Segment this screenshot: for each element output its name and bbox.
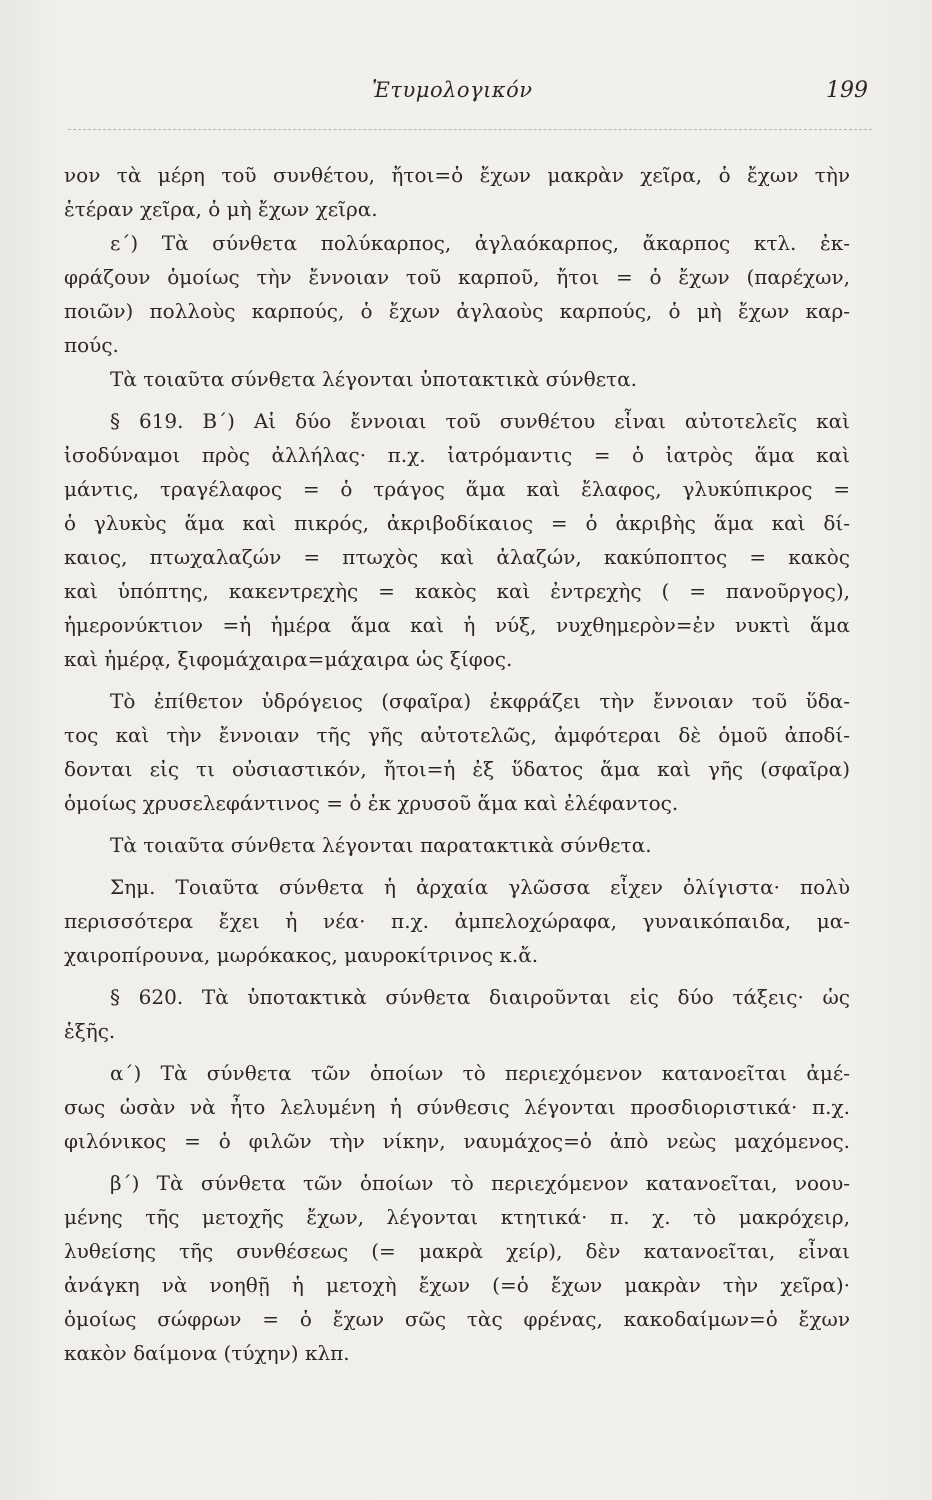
text-line: καιος, πτωχαλαζών = πτωχὸς καὶ ἀλαζών, κακύποπτος = κακὸς	[64, 545, 850, 569]
text-line: ἑξῆς.	[64, 1019, 116, 1043]
text-line: φιλόνικος = ὁ φιλῶν τὴν νίκην, ναυμάχος=ὁ ἀπὸ νεὼς μαχόμενος.	[64, 1129, 850, 1153]
text-line: § 620. Τὰ ὑποτακτικὰ σύνθετα διαιροῦνται εἰς δύο τάξεις· ὡς	[110, 985, 850, 1009]
text-line: Σημ. Τοιαῦτα σύνθετα ἡ ἀρχαία γλῶσσα εἶχεν ὀλίγιστα· πολὺ	[110, 875, 850, 899]
text-line: Τὰ τοιαῦτα σύνθετα λέγονται ὑποτακτικὰ σύνθετα.	[110, 367, 637, 391]
text-line: ποιῶν) πολλοὺς καρπούς, ὁ ἔχων ἀγλαοὺς καρπούς, ὁ μὴ ἔχων καρ-	[64, 299, 850, 323]
text-line: β΄) Τὰ σύνθετα τῶν ὁποίων τὸ περιεχόμενον κατανοεῖται, νοου-	[110, 1171, 850, 1195]
text-line: ὁμοίως χρυσελεφάντινος = ὁ ἐκ χρυσοῦ ἅμα καὶ ἐλέφαντος.	[64, 791, 679, 815]
text-line: ἀνάγκη νὰ νοηθῇ ἡ μετοχὴ ἔχων (=ὁ ἔχων μακρὰν τὴν χεῖρα)·	[64, 1273, 850, 1297]
text-line: α΄) Τὰ σύνθετα τῶν ὁποίων τὸ περιεχόμενον κατανοεῖται ἀμέ-	[110, 1061, 850, 1085]
text-line: δονται εἰς τι οὐσιαστικόν, ἤτοι=ἡ ἐξ ὕδατος ἅμα καὶ γῆς (σφαῖρα)	[64, 757, 850, 781]
text-line: καὶ ὑπόπτης, κακεντρεχὴς = κακὸς καὶ ἐντρεχὴς ( = πανοῦργος),	[64, 579, 850, 603]
body-text	[64, 158, 850, 1370]
text-line: μάντις, τραγέλαφος = ὁ τράγος ἅμα καὶ ἔλαφος, γλυκύπικρος =	[64, 477, 850, 501]
running-title: Ἐτυμολογικόν	[372, 78, 533, 102]
text-line: περισσότερα ἔχει ἡ νέα· π.χ. ἀμπελοχώραφα, γυναικόπαιδα, μα-	[64, 909, 850, 933]
text-line: ἡμερονύκτιον =ἡ ἡμέρα ἅμα καὶ ἡ νύξ, νυχθημερὸν=ἐν νυκτὶ ἅμα	[64, 613, 850, 637]
text-line: φράζουν ὁμοίως τὴν ἔννοιαν τοῦ καρποῦ, ἤτοι = ὁ ἔχων (παρέχων,	[64, 265, 850, 289]
text-line: ε΄) Τὰ σύνθετα πολύκαρπος, ἀγλαόκαρπος, ἄκαρπος κτλ. ἐκ-	[110, 231, 850, 255]
text-line: ἰσοδύναμοι πρὸς ἀλλήλας· π.χ. ἰατρόμαντις = ὁ ἰατρὸς ἅμα καὶ	[64, 443, 850, 467]
text-line: Τὰ τοιαῦτα σύνθετα λέγονται παρατακτικὰ σύνθετα.	[110, 833, 652, 857]
text-line: καὶ ἡμέρᾳ, ξιφομάχαιρα=μάχαιρα ὡς ξίφος.	[64, 647, 513, 671]
text-line: μένης τῆς μετοχῆς ἔχων, λέγονται κτητικά· π. χ. τὸ μακρόχειρ,	[64, 1205, 850, 1229]
text-line: τος καὶ τὴν ἔννοιαν τῆς γῆς αὐτοτελῶς, ἀμφότεραι δὲ ὁμοῦ ἀποδί-	[64, 723, 850, 747]
text-line: χαιροπίρουνα, μωρόκακος, μαυροκίτρινος κ.ἄ.	[64, 943, 539, 967]
text-line: πούς.	[64, 333, 119, 357]
text-line: § 619. Β΄) Αἱ δύο ἔννοιαι τοῦ συνθέτου εἶναι αὐτοτελεῖς καὶ	[110, 409, 850, 433]
text-line: ὁμοίως σώφρων = ὁ ἔχων σῶς τὰς φρένας, κακοδαίμων=ὁ ἔχων	[64, 1307, 850, 1331]
header-rule	[68, 129, 872, 130]
page-number: 199	[826, 78, 868, 103]
text-line: κακὸν δαίμονα (τύχην) κλπ.	[64, 1341, 350, 1365]
text-line: λυθείσης τῆς συνθέσεως (= μακρὰ χείρ), δὲν κατανοεῖται, εἶναι	[64, 1239, 850, 1263]
text-line: σως ὡσὰν νὰ ἦτο λελυμένη ἡ σύνθεσις λέγονται προσδιοριστικά· π.χ.	[64, 1095, 850, 1119]
text-line: ὁ γλυκὺς ἅμα καὶ πικρός, ἀκριβοδίκαιος = ὁ ἀκριβὴς ἅμα καὶ δί-	[64, 511, 850, 535]
page-header	[0, 78, 932, 108]
text-line: ἑτέραν χεῖρα, ὁ μὴ ἔχων χεῖρα.	[64, 197, 378, 221]
text-line: Τὸ ἐπίθετον ὑδρόγειος (σφαῖρα) ἐκφράζει τὴν ἔννοιαν τοῦ ὕδα-	[110, 689, 850, 713]
text-line: νον τὰ μέρη τοῦ συνθέτου, ἤτοι=ὁ ἔχων μακρὰν χεῖρα, ὁ ἔχων τὴν	[64, 163, 850, 187]
